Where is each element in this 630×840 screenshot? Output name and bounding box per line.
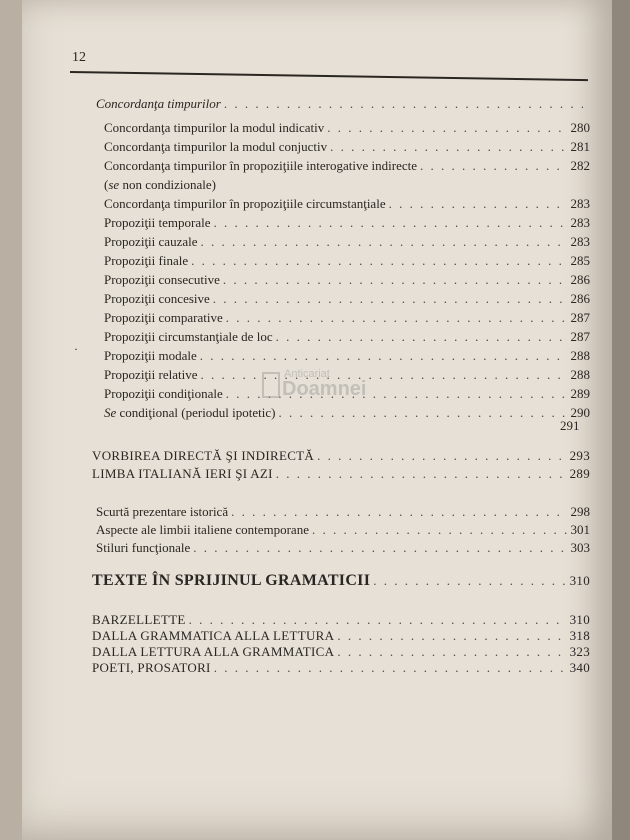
leader-dots bbox=[224, 96, 583, 112]
toc-entry-page: 286 bbox=[570, 272, 590, 287]
toc-entry-title: BARZELLETTE bbox=[92, 612, 186, 627]
toc-entry-page: 280 bbox=[570, 120, 590, 135]
toc-entry-title: Concordanţa timpurilor la modul conjuctiv bbox=[104, 139, 328, 154]
toc-entry-title: Propoziţii circumstanţiale de loc bbox=[104, 329, 273, 344]
toc-entry-title: VORBIREA DIRECTĂ ŞI INDIRECTĂ bbox=[92, 448, 315, 463]
toc-entry bbox=[104, 139, 590, 155]
leader-dots bbox=[200, 348, 568, 364]
leader-dots bbox=[214, 660, 567, 676]
toc-entry-title: Aspecte ale limbii italiene contemporane bbox=[96, 522, 309, 537]
leader-dots bbox=[223, 272, 568, 288]
leader-dots bbox=[189, 612, 567, 628]
leader-dots bbox=[389, 196, 568, 212]
toc-entry bbox=[104, 329, 590, 345]
toc-heading-entry bbox=[96, 96, 586, 112]
toc-entry bbox=[104, 291, 590, 307]
toc-heading-title: Concordanţa timpurilor bbox=[96, 96, 221, 111]
toc-entry-page: 287 bbox=[570, 310, 590, 325]
toc-entry-title: Propoziţii cauzale bbox=[104, 234, 198, 249]
toc-entry bbox=[104, 234, 590, 250]
toc-entry-page: 282 bbox=[570, 158, 590, 173]
toc-part-entry bbox=[92, 572, 590, 590]
toc-entry-page: 340 bbox=[569, 660, 590, 675]
toc-entry bbox=[104, 120, 590, 136]
toc-entry-title: Propoziţii relative bbox=[104, 367, 198, 382]
leader-dots bbox=[337, 644, 566, 660]
toc-entry bbox=[104, 158, 590, 174]
toc-entry bbox=[104, 310, 590, 326]
toc-entry-page: 289 bbox=[570, 386, 590, 401]
toc-entry-title: Propoziţii consecutive bbox=[104, 272, 220, 287]
toc-entry bbox=[96, 540, 590, 556]
leader-dots bbox=[214, 215, 568, 231]
toc-entry-page: 293 bbox=[569, 448, 590, 463]
leader-dots bbox=[327, 120, 567, 136]
leader-dots bbox=[191, 253, 567, 269]
page-number: 12 bbox=[72, 50, 86, 65]
watermark-logo-icon bbox=[262, 372, 280, 398]
toc-entry-title: Concordanţa timpurilor la modul indicativ bbox=[104, 120, 325, 135]
toc-entry-page: 281 bbox=[570, 139, 590, 154]
toc-entry-page: 310 bbox=[569, 573, 590, 588]
leader-dots bbox=[337, 628, 566, 644]
toc-entry bbox=[96, 522, 590, 538]
leader-dots bbox=[330, 139, 567, 155]
toc-entry-page: 290 bbox=[570, 405, 590, 420]
toc-entry bbox=[104, 272, 590, 288]
toc-entry-page: 291 bbox=[560, 418, 580, 433]
toc-section-entry bbox=[92, 448, 590, 464]
leader-dots bbox=[276, 329, 568, 345]
toc-entry-title: Se condiţional (periodul ipotetic) bbox=[104, 405, 276, 420]
toc-entry bbox=[104, 253, 590, 269]
toc-entry-title: LIMBA ITALIANĂ IERI ŞI AZI bbox=[92, 466, 273, 481]
toc-entry-page: 298 bbox=[570, 504, 590, 519]
toc-entry bbox=[560, 418, 590, 434]
leader-dots bbox=[231, 504, 567, 520]
toc-entry-title: DALLA GRAMMATICA ALLA LETTURA bbox=[92, 628, 335, 643]
toc-entry-page: 283 bbox=[570, 215, 590, 230]
toc-entry-page: 283 bbox=[570, 234, 590, 249]
toc-entry-page: 288 bbox=[570, 367, 590, 382]
toc-entry-page: 310 bbox=[569, 612, 590, 627]
leader-dots bbox=[276, 466, 567, 482]
toc-entry-page: 288 bbox=[570, 348, 590, 363]
watermark-line2: Doamnei bbox=[282, 378, 367, 400]
leader-dots bbox=[373, 573, 566, 589]
leader-dots bbox=[312, 522, 568, 538]
leader-dots bbox=[226, 310, 568, 326]
toc-entry-title: Scurtă prezentare istorică bbox=[96, 504, 229, 519]
toc-section-entry bbox=[92, 644, 590, 660]
toc-entry-page: 287 bbox=[570, 329, 590, 344]
toc-section-entry bbox=[92, 466, 590, 482]
toc-entry-page: 303 bbox=[570, 540, 590, 555]
toc-entry bbox=[104, 215, 590, 231]
leader-dots bbox=[279, 405, 568, 421]
toc-entry-page: 286 bbox=[570, 291, 590, 306]
toc-entry-page: 283 bbox=[570, 196, 590, 211]
toc-entry bbox=[104, 405, 590, 421]
toc-entry-page: 301 bbox=[570, 522, 590, 537]
toc-entry-title: Propoziţii finale bbox=[104, 253, 189, 268]
leader-dots bbox=[193, 540, 567, 556]
watermark-line1: Anticariat bbox=[284, 368, 330, 380]
toc-entry-page: 289 bbox=[569, 466, 590, 481]
toc-section-entry bbox=[92, 628, 590, 644]
toc-entry-title: Stiluri funcţionale bbox=[96, 540, 191, 555]
toc-entry-title: Propoziţii temporale bbox=[104, 215, 211, 230]
toc-entry-page: 318 bbox=[569, 628, 590, 643]
toc-entry-title: Concordanţa timpurilor în propoziţiile circumstanţiale bbox=[104, 196, 386, 211]
toc-entry-title: TEXTE ÎN SPRIJINUL GRAMATICII bbox=[92, 572, 371, 589]
toc-entry-title: Propoziţii modale bbox=[104, 348, 197, 363]
toc-entry-title: DALLA LETTURA ALLA GRAMMATICA bbox=[92, 644, 335, 659]
toc-entry-title: Propoziţii concesive bbox=[104, 291, 210, 306]
toc-section-entry bbox=[92, 660, 590, 676]
leader-dots bbox=[213, 291, 568, 307]
toc-entry-page: 323 bbox=[569, 644, 590, 659]
toc-entry-title: POETI, PROSATORI bbox=[92, 660, 211, 675]
toc-entry bbox=[104, 196, 590, 212]
leader-dots bbox=[201, 367, 568, 383]
toc-entry-title: Propoziţii comparative bbox=[104, 310, 223, 325]
leader-dots bbox=[201, 234, 568, 250]
toc-entry-page: 285 bbox=[570, 253, 590, 268]
toc-entry-continuation: (se non condizionale) bbox=[104, 177, 216, 192]
toc-entry-title: Concordanţa timpurilor în propoziţiile interogative indirecte bbox=[104, 158, 417, 173]
pencil-mark: · bbox=[74, 342, 78, 356]
toc-entry bbox=[96, 504, 590, 520]
toc-entry-title: Propoziţii condiţionale bbox=[104, 386, 223, 401]
toc-section-entry bbox=[92, 612, 590, 628]
toc-entry bbox=[104, 348, 590, 364]
leader-dots bbox=[420, 158, 568, 174]
leader-dots bbox=[317, 448, 566, 464]
